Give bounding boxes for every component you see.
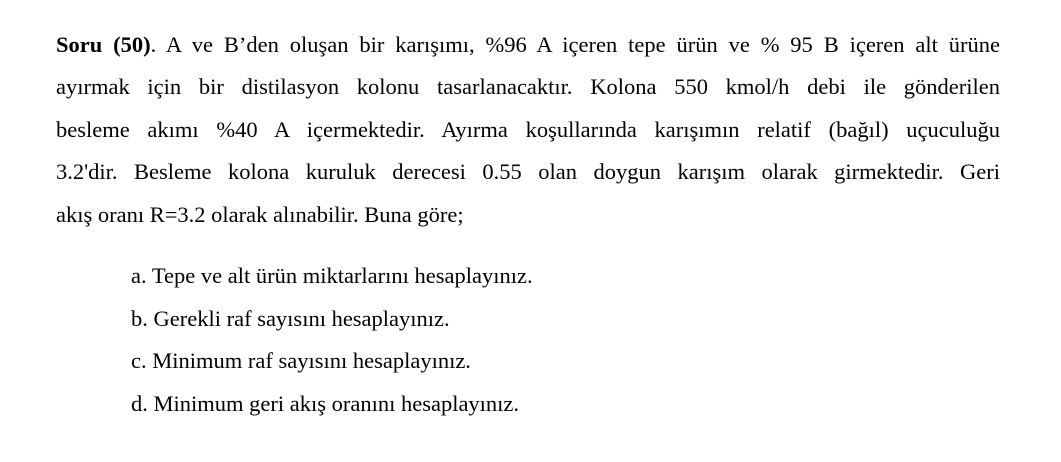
- list-item-a: a. Tepe ve alt ürün miktarlarını hesaplayınız.: [131, 263, 533, 288]
- question-line-1: [56, 31, 1000, 59]
- list-item-b: b. Gerekli raf sayısını hesaplayınız.: [131, 306, 450, 331]
- list-item-c: c. Minimum raf sayısını hesaplayınız.: [131, 348, 471, 373]
- question-line-5: akış oranı R=3.2 olarak alınabilir. Buna göre;: [56, 202, 464, 227]
- question-label: Soru (50): [56, 32, 151, 57]
- question-line-3: besleme akımı %40 A içermektedir. Ayırma koşullarında karışımın relatif (bağıl) uçuculuğu: [56, 117, 1000, 142]
- question-line-4: 3.2'dir. Besleme kolona kuruluk derecesi 0.55 olan doygun karışım olarak girmektedir. Geri: [56, 159, 1000, 184]
- question-line-1-text: . A ve B’den oluşan bir karışımı, %96 A içeren tepe ürün ve % 95 B içeren alt ürüne: [150, 32, 1001, 57]
- list-item-d: d. Minimum geri akış oranını hesaplayınız.: [131, 391, 520, 416]
- question-line-2: ayırmak için bir distilasyon kolonu tasarlanacaktır. Kolona 550 kmol/h debi ile gönderilen: [56, 74, 1000, 99]
